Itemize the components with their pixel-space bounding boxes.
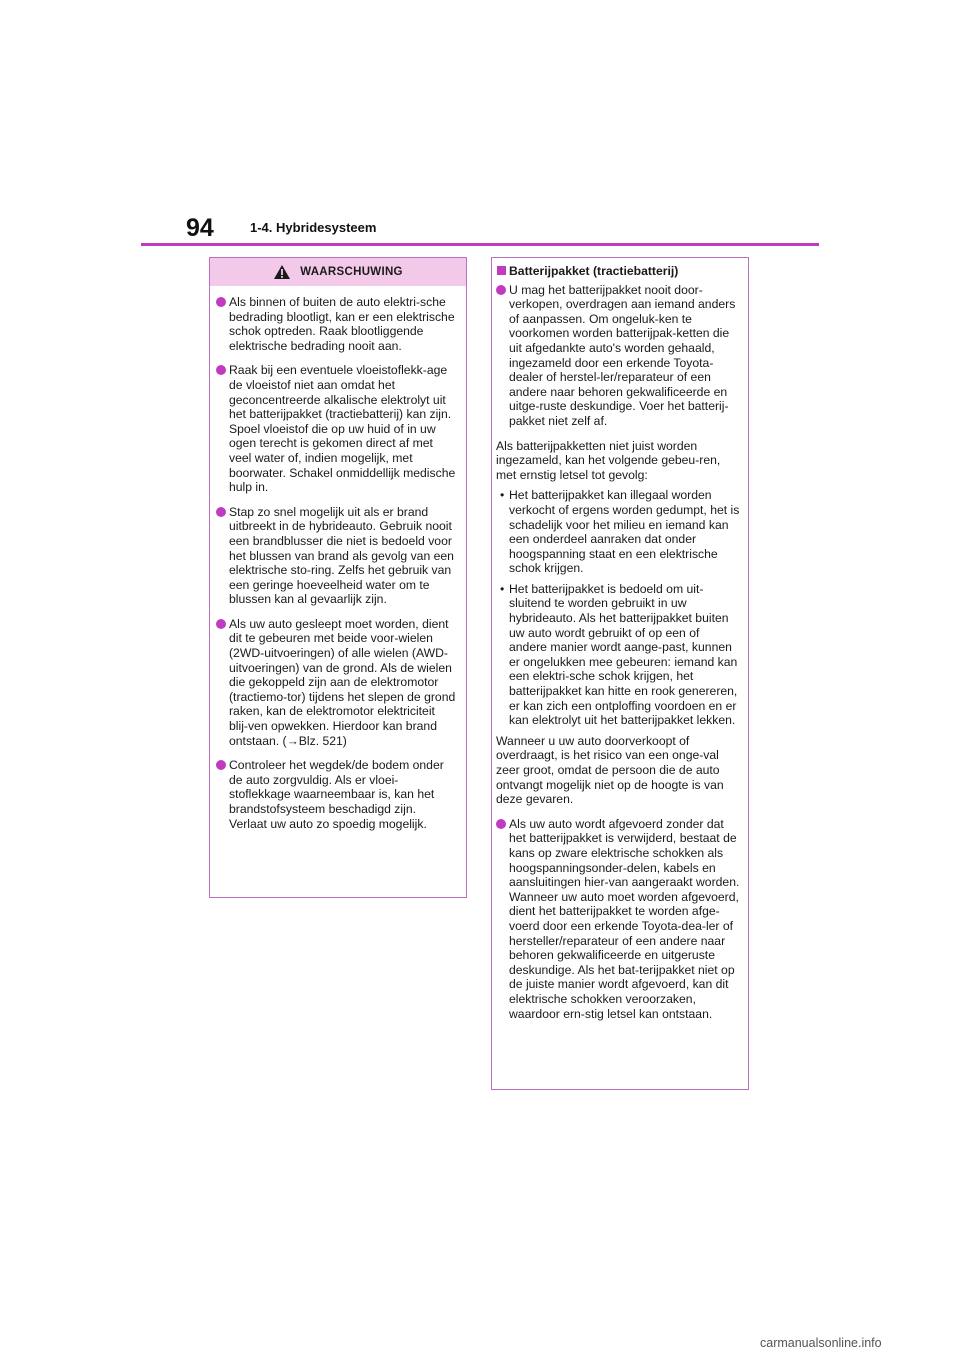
list-bullet-icon: • <box>500 581 505 596</box>
warning-header <box>210 258 466 286</box>
page-number: 94 <box>186 214 214 242</box>
battery-section <box>491 257 749 1090</box>
warning-item <box>216 505 457 607</box>
battery-intro-item <box>496 283 740 429</box>
battery-final-item <box>496 817 740 1021</box>
warning-title: WAARSCHUWING <box>300 266 403 278</box>
bullet-dot-icon <box>496 819 506 829</box>
section-title: 1-4. Hybridesysteem <box>250 220 377 235</box>
battery-paragraph: Als batterijpakketten niet juist worden ingezameld, kan het volgende gebeu-ren, met ernstig letsel tot gevolg: <box>496 438 721 482</box>
battery-list-text: Het batterijpakket is bedoeld om uit-sluitend te worden gebruikt in uw hybrideauto. Als het batterijpakket buiten uw auto wordt gebruikt of op een of andere manier wordt aange-past, kunnen er ongelukken mee gebeuren: iemand kan een elektri-sche schok krijgen, het batterijpakket kan hitte en rook genereren, er kan zich een ontploffing voordoen en er kan elektrolyt uit het batterijpakket lekken. <box>509 581 738 728</box>
warning-item <box>216 758 457 831</box>
battery-paragraph: Wanneer u uw auto doorverkoopt of overdraagt, is het risico van een onge-val zeer groot, omdat de persoon die de auto ontvangt mogelijk niet op de hoogte is van deze gevaren. <box>496 733 724 807</box>
bullet-dot-icon <box>216 619 226 629</box>
warning-item-text: Als binnen of buiten de auto elektri-sche bedrading blootligt, kan er een elektrische schok optreden. Raak blootliggende elektrische bedrading nooit aan. <box>229 295 455 353</box>
warning-box <box>209 257 467 898</box>
bullet-dot-icon <box>216 297 226 307</box>
warning-item <box>216 617 457 748</box>
warning-item-text: Als uw auto gesleept moet worden, dient dit te gebeuren met beide voor-wielen (2WD-uitvoeringen) of alle wielen (AWD-uitvoeringen) van de grond. Als de wielen die gekoppeld zijn aan de elektromotor (tractiemo-tor) tijdens het slepen de grond raken, kan de elektromotor elektriciteit blij-ven opwekken. Hierdoor kan brand ontstaan. (→Blz. 521) <box>229 616 456 748</box>
bullet-dot-icon <box>216 760 226 770</box>
warning-triangle-icon <box>273 264 291 280</box>
warning-item <box>216 295 457 353</box>
warning-item-text: Stap zo snel mogelijk uit als er brand uitbreekt in de hybrideauto. Gebruik nooit een brandblusser die niet is bedoeld voor het blussen van brand als gevolg van een elektrische sto-ring. Zelfs het gebruik van een geringe hoeveelheid water om te blussen kan al gevaarlijk zijn. <box>229 504 454 607</box>
battery-list-text: Het batterijpakket kan illegaal worden verkocht of ergens worden gedumpt, het is schadelijk voor het milieu en iemand kan een onderdeel aanraken dat onder hoogspanning staat en een elektrische schok krijgen. <box>509 488 740 576</box>
battery-intro-text: U mag het batterijpakket nooit door-verkopen, overdragen aan iemand anders of aanpassen. Om ongeluk-ken te voorkomen worden batterijpak-ketten die uit afgedankte auto's worden gehaald, ingezameld door een erkende Toyota-dealer of herstel-ler/reparateur of een andere naar behoren gekwalificeerde en uitge-ruste deskundige. Voer het batterij-pakket niet zelf af. <box>509 282 736 428</box>
footer-brand[interactable]: carmanualsonline.info <box>760 1336 882 1350</box>
battery-final-text: Als uw auto wordt afgevoerd zonder dat het batterijpakket is verwijderd, bestaat de kans op zware elektrische schokken als hoogspanningsonder-delen, kabels en aansluitingen hier-van aangeraakt worden. Wanneer uw auto moet worden afgevoerd, dient het batterijpakket te worden afge-voerd door een erkende Toyota-dea-ler of hersteller/reparateur of een andere naar behoren gekwalificeerde en uitgeruste deskundige. Als het bat-terijpakket niet op de juiste manier wordt afgevoerd, kan dit elektrische schokken veroorzaken, waardoor ern-stig letsel kan ontstaan. <box>509 816 740 1021</box>
warning-item-text: Raak bij een eventuele vloeistoflekk-age de vloeistof niet aan omdat het geconcentreerde alkalische elektrolyt uit het batterijpakket (tractiebatterij) kan zijn. Spoel vloeistof die op uw huid of in uw ogen terecht is gekomen direct af met veel water of, indien mogelijk, met boorwater. Schakel onmiddellijk medische hulp in. <box>229 363 456 495</box>
battery-heading <box>496 264 740 279</box>
battery-heading-text: Batterijpakket (tractiebatterij) <box>509 264 679 278</box>
warning-body <box>210 286 466 831</box>
bullet-dot-icon <box>216 365 226 375</box>
warning-item-text: Controleer het wegdek/de bodem onder de auto zorgvuldig. Als er vloei-stoflekkage waarneembaar is, kan het brandstofsysteem beschadigd zijn. Verlaat uw auto zo spoedig mogelijk. <box>229 758 444 831</box>
bullet-dot-icon <box>496 285 506 295</box>
bullet-dot-icon <box>216 507 226 517</box>
battery-list-item <box>496 582 740 728</box>
battery-list-item <box>496 488 740 576</box>
square-bullet-icon <box>497 266 506 275</box>
warning-item <box>216 363 457 494</box>
header-rule <box>141 243 819 246</box>
list-bullet-icon: • <box>500 488 505 503</box>
